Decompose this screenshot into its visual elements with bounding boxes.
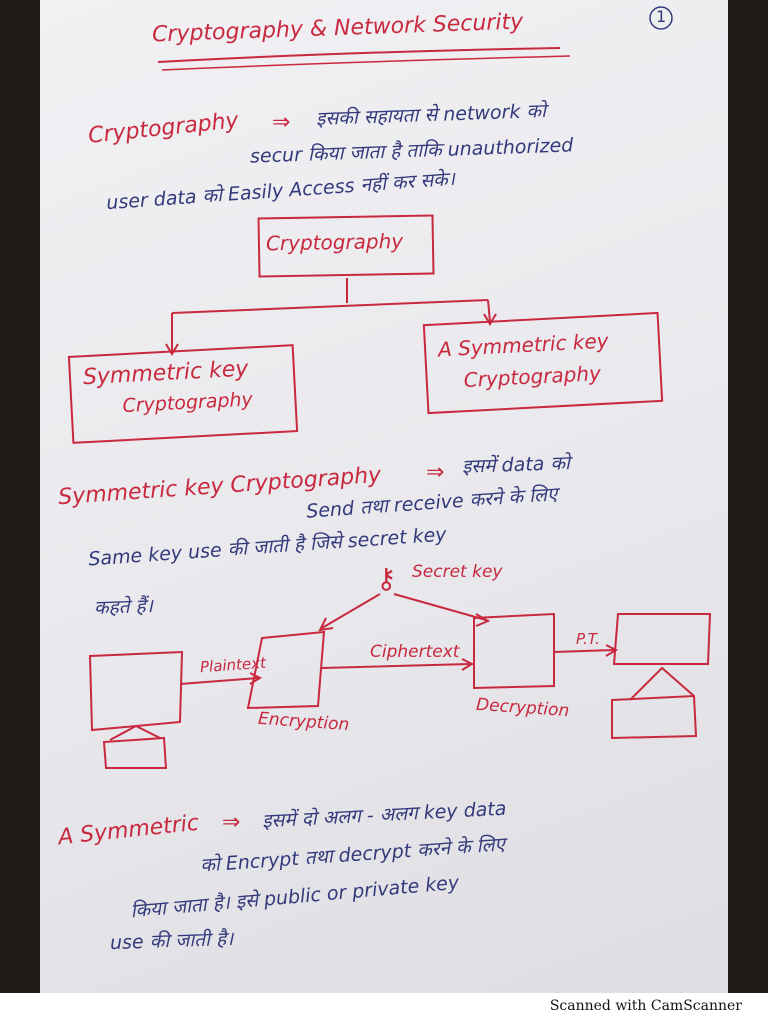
flow-plaintext-label: Plaintext	[199, 653, 267, 677]
flow-encryption-label: Encryption	[257, 708, 350, 736]
symmetric-line-2: Send तथा receive करने के लिए	[305, 483, 559, 523]
definition-arrow: ⇒	[272, 110, 291, 135]
asymmetric-arrow: ⇒	[222, 810, 241, 835]
asymmetric-line-1: इसमें दो अलग - अलग key data	[261, 797, 507, 833]
flow-secret-key-label: Secret key	[412, 562, 503, 582]
symmetric-line-1: इसमें data को	[461, 452, 571, 478]
asymmetric-line-2: को Encrypt तथा decrypt करने के लिए	[199, 833, 506, 877]
notebook-page	[40, 0, 728, 993]
asymmetric-line-4: use की जाती है।	[109, 927, 234, 955]
definition-term: Cryptography	[87, 108, 240, 149]
tree-left-line-2: Cryptography	[121, 388, 254, 418]
key-icon: ⚷	[376, 562, 397, 595]
asymmetric-term: A Symmetric	[57, 810, 201, 851]
symmetric-arrow: ⇒	[426, 460, 445, 485]
page-title: Cryptography & Network Security	[151, 9, 524, 48]
symmetric-line-4: कहते हैं।	[93, 594, 154, 620]
asymmetric-line-3: किया जाता है। इसे public or private key	[129, 871, 460, 923]
page-number: 1	[656, 7, 667, 26]
definition-line-3: user data को Easily Access नहीं कर सके।	[105, 167, 456, 215]
symmetric-term: Symmetric key Cryptography	[57, 462, 382, 511]
flow-ciphertext-label: Ciphertext	[370, 642, 460, 662]
tree-root-label: Cryptography	[265, 229, 404, 256]
flow-decryption-label: Decryption	[475, 694, 570, 722]
tree-left-line-1: Symmetric key	[82, 356, 250, 391]
tree-right-line-1: A Symmetric key	[437, 328, 610, 362]
flow-pt-label: P.T.	[576, 630, 600, 648]
tree-right-line-2: Cryptography	[463, 361, 602, 393]
definition-line-1: इसकी सहायता से network को	[315, 99, 547, 131]
scanner-watermark: Scanned with CamScanner	[549, 998, 742, 1014]
definition-line-2: secur किया जाता है ताकि unauthorized	[249, 134, 574, 168]
symmetric-line-3: Same key use की जाती है जिसे secret key	[87, 523, 448, 571]
